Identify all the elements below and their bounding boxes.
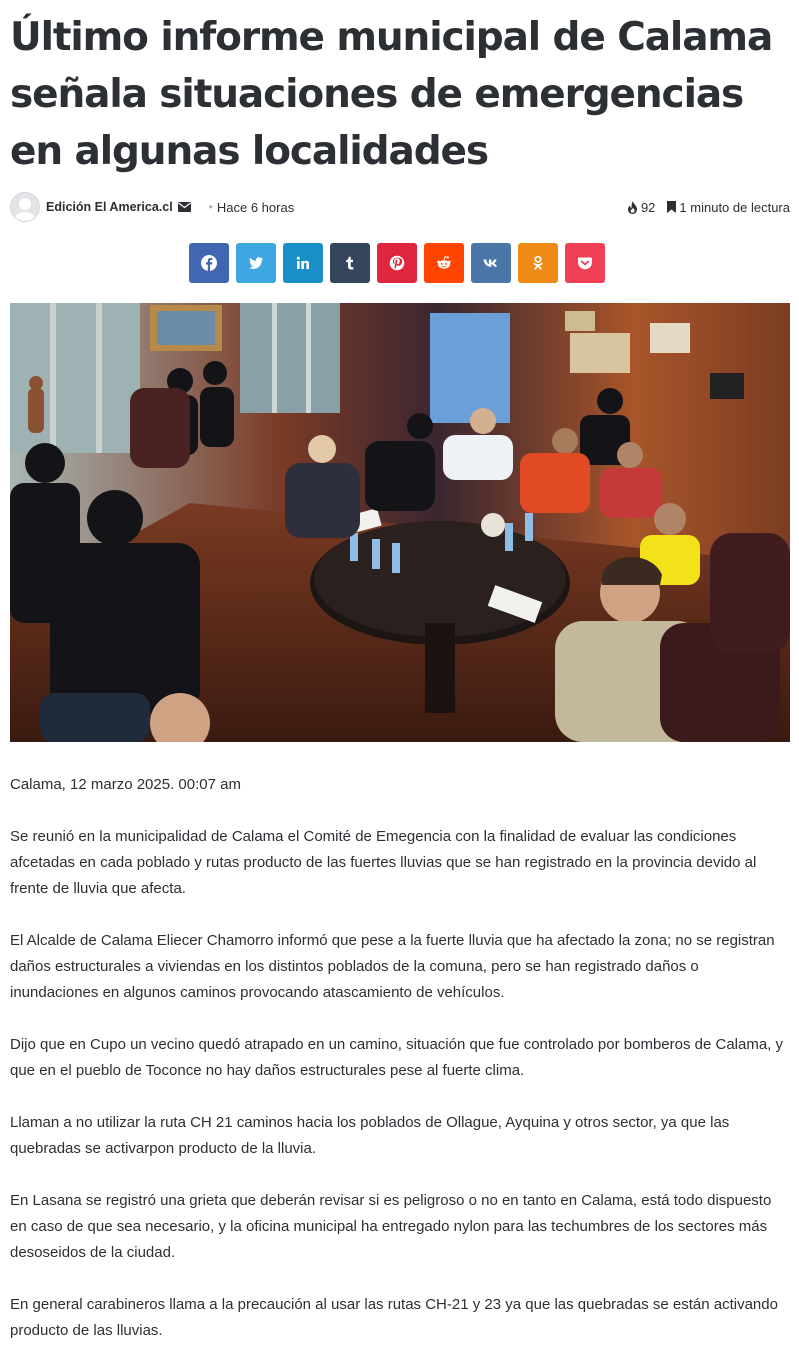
reddit-icon: [435, 254, 453, 272]
pinterest-share-button[interactable]: [377, 243, 417, 283]
tumblr-icon: [341, 254, 359, 272]
article-paragraph: En general carabineros llama a la precaución al usar las rutas CH-21 y 23 ya que las quebradas se están activando producto de las lluvias.: [10, 1296, 778, 1339]
facebook-icon: [200, 254, 218, 272]
reading-time: 1 minuto de lectura: [679, 199, 790, 215]
meeting-room-photo: [10, 303, 790, 742]
view-count: 92: [640, 199, 656, 215]
pocket-share-button[interactable]: [565, 243, 605, 283]
fire-icon: [627, 201, 638, 214]
article-paragraph: Llaman a no utilizar la ruta CH 21 caminos hacia los poblados de Ollague, Ayquina y otros sector, ya que las quebradas se activarpon producto de la lluvia.: [10, 1114, 730, 1157]
post-stats: [627, 200, 790, 215]
pocket-icon: [576, 254, 594, 272]
article-paragraph: En Lasana se registró una grieta que deberán revisar si es peligroso o no en tanto en Calama, está todo dispuesto en caso de que sea necesario, y la oficina municipal ha entregado nylon para las techumbres de los sectores más desoseidos de la ciudad.: [10, 1192, 772, 1261]
tumblr-share-button[interactable]: [330, 243, 370, 283]
article-paragraph: El Alcalde de Calama Eliecer Chamorro informó que pese a la fuerte lluvia que ha afectado la zona; no se registran daños estructurales a viviendas en los distintos poblados de la comuna, pero se han registrado daños o inundaciones en algunos caminos provocando atascamiento de vehículos.: [10, 932, 775, 1001]
envelope-icon[interactable]: [178, 202, 191, 212]
share-buttons: [189, 243, 605, 283]
separator-dot: •: [208, 200, 213, 214]
article-title: Último informe municipal de Calama señala situaciones de emergencias en algunas localidades: [10, 15, 773, 174]
article-paragraph: Dijo que en Cupo un vecino quedó atrapado en un camino, situación que fue controlado por bomberos de Calama, y que en el pueblo de Toconce no hay daños estructurales pese al fuerte clima.: [10, 1036, 784, 1079]
linkedin-share-button[interactable]: [283, 243, 323, 283]
reddit-share-button[interactable]: [424, 243, 464, 283]
odnoklassniki-share-button[interactable]: [518, 243, 558, 283]
facebook-share-button[interactable]: [189, 243, 229, 283]
featured-image: [10, 303, 790, 742]
author-avatar[interactable]: [10, 192, 40, 222]
odnoklassniki-icon: [529, 254, 547, 272]
pinterest-icon: [388, 254, 406, 272]
twitter-icon: [247, 254, 265, 272]
post-meta: [10, 190, 790, 224]
post-time: Hace 6 horas: [216, 199, 295, 215]
article-body: [10, 772, 790, 1352]
bookmark-icon: [667, 201, 676, 213]
author-name[interactable]: Edición El America.cl: [46, 200, 173, 214]
vk-icon: [482, 254, 500, 272]
article-paragraph: Se reunió en la municipalidad de Calama el Comité de Emegencia con la finalidad de evaluar las condiciones afcetadas en cada poblado y rutas producto de las fuertes lluvias que se han registrado en la provincia devido al frente de lluvia que afecta.: [10, 828, 757, 897]
linkedin-icon: [294, 254, 312, 272]
twitter-share-button[interactable]: [236, 243, 276, 283]
article-dateline: Calama, 12 marzo 2025. 00:07 am: [10, 776, 241, 793]
vk-share-button[interactable]: [471, 243, 511, 283]
